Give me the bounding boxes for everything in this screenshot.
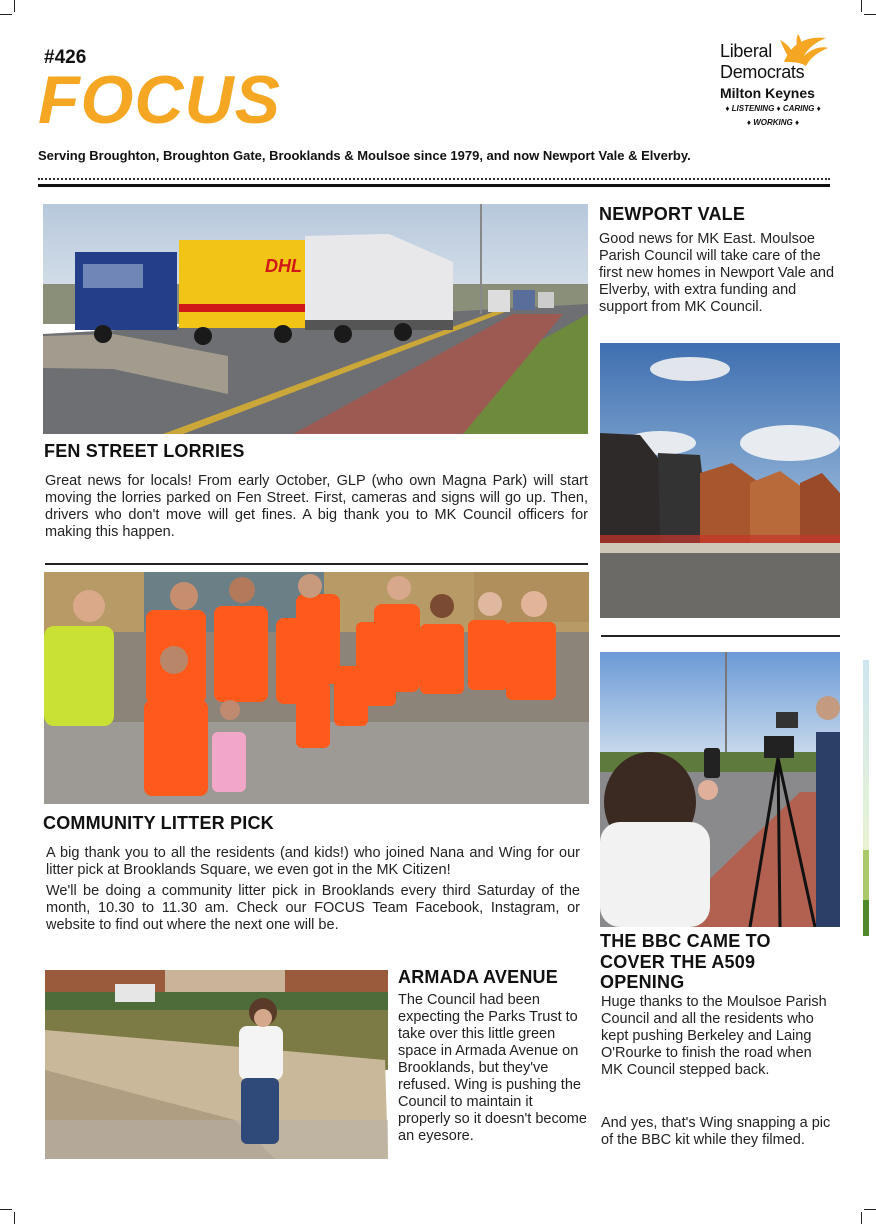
newport-vale-heading: NEWPORT VALE [599,204,746,224]
logo-strapline-2: ♦ WORKING ♦ [746,118,800,127]
logo-line-liberal: Liberal [720,41,772,61]
dhl-text: DHL [265,256,302,276]
bbc-heading: THE BBC CAME TO COVER THE A509 OPENING [600,931,771,993]
crop-mark [0,1209,12,1210]
logo-strapline: ♦ LISTENING ♦ CARING ♦ [725,104,821,113]
armada-body: The Council had been expecting the Parks Trust to take over this little green space in Armada Avenue on Brooklands, but they've refused. Wing is pushing the Council to maintain it properly so it doesn't become an eyesore. [398,992,587,1144]
litter-pick-photo [44,572,589,804]
tagline: Serving Broughton, Broughton Gate, Brooklands & Moulsoe since 1979, and now Newport Vale & Elverby. [38,148,691,163]
fen-street-heading: FEN STREET LORRIES [44,441,245,461]
newsletter-title: FOCUS [38,62,281,138]
armada-photo [45,970,388,1159]
issue-number: #426 [44,47,87,68]
bbc-photo [600,652,840,927]
crop-mark [14,0,15,12]
bbc-body-1: Huge thanks to the Moulsoe Parish Council and all the residents who kept pushing Berkeley and Laing O'Rourke to finish the road when MK Council stepped back. [601,994,827,1078]
newport-vale-photo [600,343,840,618]
crop-mark [864,1209,876,1210]
crop-mark [0,14,12,15]
litter-pick-body-2: We'll be doing a community litter pick in Brooklands every third Saturday of the month, 10.30 to 11.30 am. Check our FOCUS Team Facebook, Instagram, or website to find out where the next one will be. [46,883,580,933]
section-divider [601,635,840,637]
logo-line-milton-keynes: Milton Keynes [720,85,815,101]
litter-pick-heading: COMMUNITY LITTER PICK [43,813,274,833]
crop-mark [861,0,862,12]
header-rule [38,184,830,187]
lorries-photo [43,204,588,434]
decorative-strip [863,660,869,850]
crop-mark [864,14,876,15]
litter-pick-body-1: A big thank you to all the residents (and kids!) who joined Nana and Wing for our litter pick at Brooklands Square, we even got in the MK Citizen! [46,845,580,878]
fen-street-body: Great news for locals! From early October, GLP (who own Magna Park) will start moving the lorries parked on Fen Street. First, cameras and signs will go up. Then, drivers who don't move will get fines. A big thank you to MK Council officers for making this happen. [45,473,588,540]
logo-line-democrats: Democrats [720,62,805,82]
decorative-strip [863,900,869,936]
bbc-body-2: And yes, that's Wing snapping a pic of the BBC kit while they filmed. [601,1115,831,1148]
armada-heading: ARMADA AVENUE [398,967,558,987]
decorative-strip [863,850,869,900]
newport-vale-body: Good news for MK East. Moulsoe Parish Council will take care of the first new homes in Newport Vale and Elverby, with extra funding and support from MK Council. [599,231,835,315]
section-divider [45,563,588,565]
lib-dem-logo [716,32,834,132]
dotted-rule [38,178,830,180]
crop-mark [14,1212,15,1224]
crop-mark [861,1212,862,1224]
